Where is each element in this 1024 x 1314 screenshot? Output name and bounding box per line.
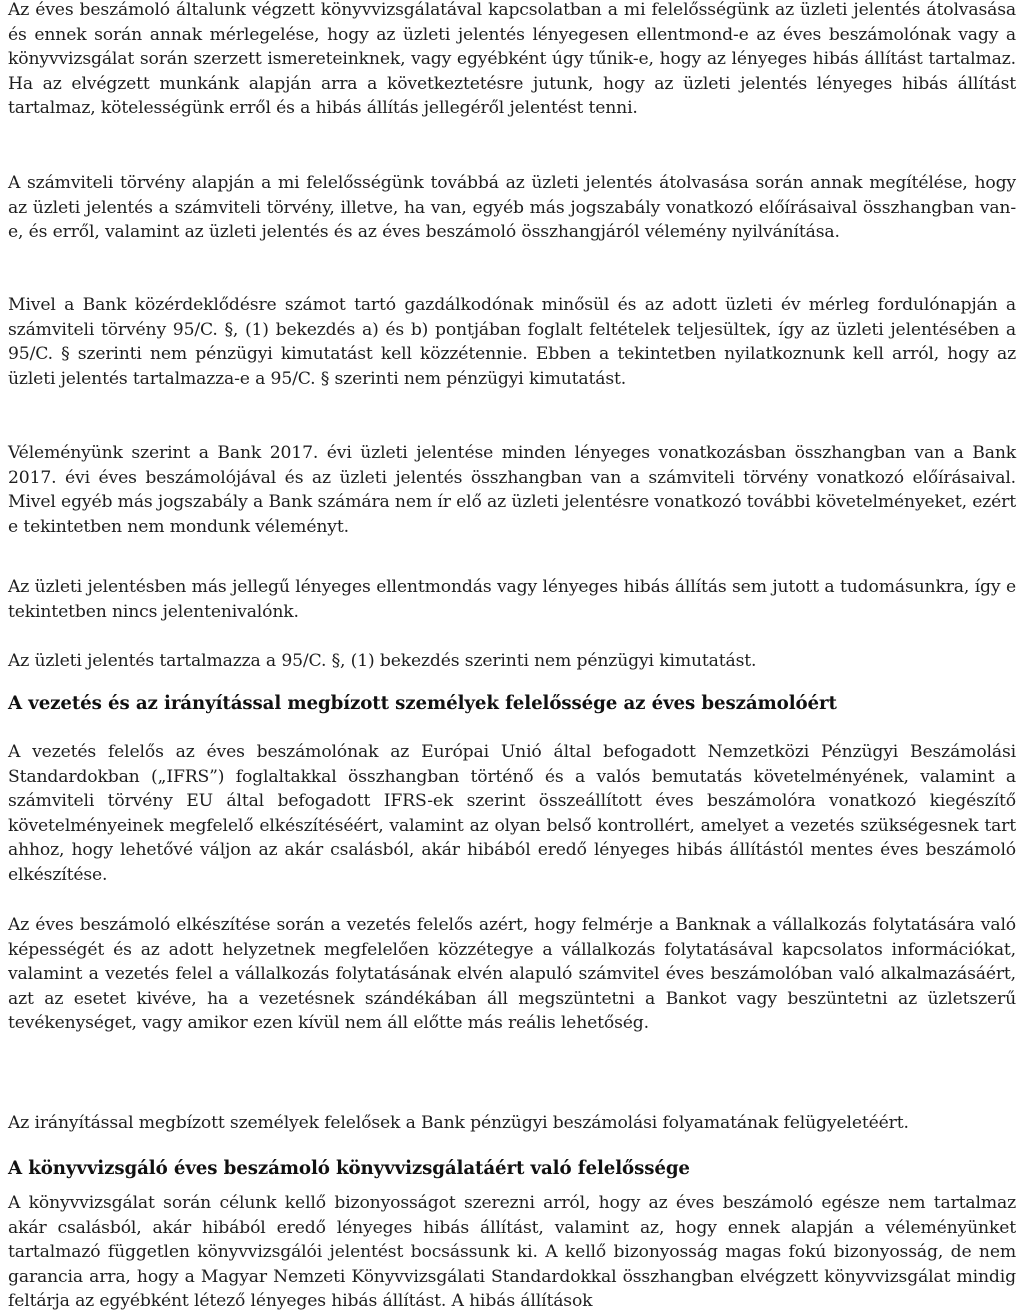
paragraph-accounting-act-responsibility: A számviteli törvény alapján a mi felelősségünk továbbá az üzleti jelentés átolvasása során annak megítélése, hogy az üzleti jelentés a számviteli törvény, illetve, ha van, egyéb más jogszabály vonatkozó előírásaival összhangban van-e, és erről, valamint az üzleti jelentés és az éves beszámoló összhangjáról vélemény nyilvánítása. — [8, 173, 1016, 243]
paragraph-audit-objective: A könyvvizsgálat során célunk kellő bizonyosságot szerezni arról, hogy az éves beszámoló egésze nem tartalmaz akár csalásból, akár hibából eredő lényeges hibás állítást, valamint az, hogy ennek alapján a véleményünket tartalmazó független könyvvizsgálói jelentést bocsássunk ki. A kellő bizonyosság magas fokú bizonyosság, de nem garancia arra, hogy a Magyar Nemzeti Könyvvizsgálati Standardokkal összhangban elvégzett könyvvizsgálat mindig feltárja az egyébként létező lényeges hibás állítást. A hibás állítások — [8, 1193, 1016, 1312]
paragraph-management-ifrs: A vezetés felelős az éves beszámolónak az Európai Unió által befogadott Nemzetközi Pénzügyi Beszámolási Standardokban („IFRS”) foglaltakkal összhangban történő és a valós bemutatás követelményének, valamint a számviteli törvény EU által befogadott IFRS-ek szerint összeállított éves beszámolóra vonatkozó kiegészítő követelményeinek megfelelő elkészítéséért, valamint az olyan belső kontrollért, amelyet a vezetés szükségesnek tart ahhoz, hogy lehetővé váljon az akár csalásból, akár hibából eredő lényeges hibás állítástól mentes éves beszámoló elkészítése. — [8, 742, 1016, 885]
section-heading-management-responsibility: A vezetés és az irányítással megbízott személyek felelőssége az éves beszámolóért — [8, 693, 837, 714]
paragraph-going-concern: Az éves beszámoló elkészítése során a vezetés felelős azért, hogy felmérje a Banknak a vállalkozás folytatására való képességét és az adott helyzetnek megfelelően közzétegye a vállalkozás folytatásával kapcsolatos információkat, valamint a vezetés felel a vállalkozás folytatásának elvén alapuló számvitel éves beszámolóban való alkalmazásáért, azt az esetet kivéve, ha a vezetésnek szándékában áll megszüntetni a Bankot vagy beszüntetni az üzletszerű tevékenységet, vagy amikor ezen kívül nem áll előtte más reális lehetőség. — [8, 915, 1016, 1034]
paragraph-non-financial-statement: Mivel a Bank közérdeklődésre számot tartó gazdálkodónak minősül és az adott üzleti év mérleg fordulónapján a számviteli törvény 95/C. §, (1) bekezdés a) és b) pontjában foglalt feltételek teljesültek, így az üzleti jelentésében a 95/C. § szerinti nem pénzügyi kimutatást kell közzétennie. Ebben a tekintetben nyilatkoznunk kell arról, hogy az üzleti jelentés tartalmazza-e a 95/C. § szerinti nem pénzügyi kimutatást. — [8, 295, 1016, 389]
section-heading-auditor-responsibility: A könyvvizsgáló éves beszámoló könyvvizsgálatáért való felelőssége — [8, 1158, 690, 1179]
paragraph-governance-oversight: Az irányítással megbízott személyek felelősek a Bank pénzügyi beszámolási folyamatának felügyeletéért. — [8, 1113, 909, 1133]
paragraph-non-financial-included: Az üzleti jelentés tartalmazza a 95/C. §, (1) bekezdés szerinti nem pénzügyi kimutatást. — [8, 651, 757, 671]
paragraph-opinion-business-report: Véleményünk szerint a Bank 2017. évi üzleti jelentése minden lényeges vonatkozásban összhangban van a Bank 2017. évi éves beszámolójával és az üzleti jelentés összhangban van a számviteli törvény vonatkozó előírásaival. Mivel egyéb más jogszabály a Bank számára nem ír elő az üzleti jelentésre vonatkozó további követelményeket, ezért e tekintetben nem mondunk véleményt. — [8, 443, 1016, 537]
paragraph-auditor-responsibility-business-report: Az éves beszámoló általunk végzett könyvvizsgálatával kapcsolatban a mi felelősségünk az üzleti jelentés átolvasása és ennek során annak mérlegelése, hogy az üzleti jelentés lényegesen ellentmond-e az éves beszámolónak vagy a könyvvizsgálat során szerzett ismereteinknek, vagy egyébként úgy tűnik-e, hogy az lényeges hibás állítást tartalmaz. Ha az elvégzett munkánk alapján arra a következtetésre jutunk, hogy az üzleti jelentés lényeges hibás állítást tartalmaz, kötelességünk erről és a hibás állítás jellegéről jelentést tenni. — [8, 0, 1016, 119]
paragraph-no-misstatement: Az üzleti jelentésben más jellegű lényeges ellentmondás vagy lényeges hibás állítás sem jutott a tudomásunkra, így e tekintetben nincs jelentenivalónk. — [8, 577, 1016, 622]
